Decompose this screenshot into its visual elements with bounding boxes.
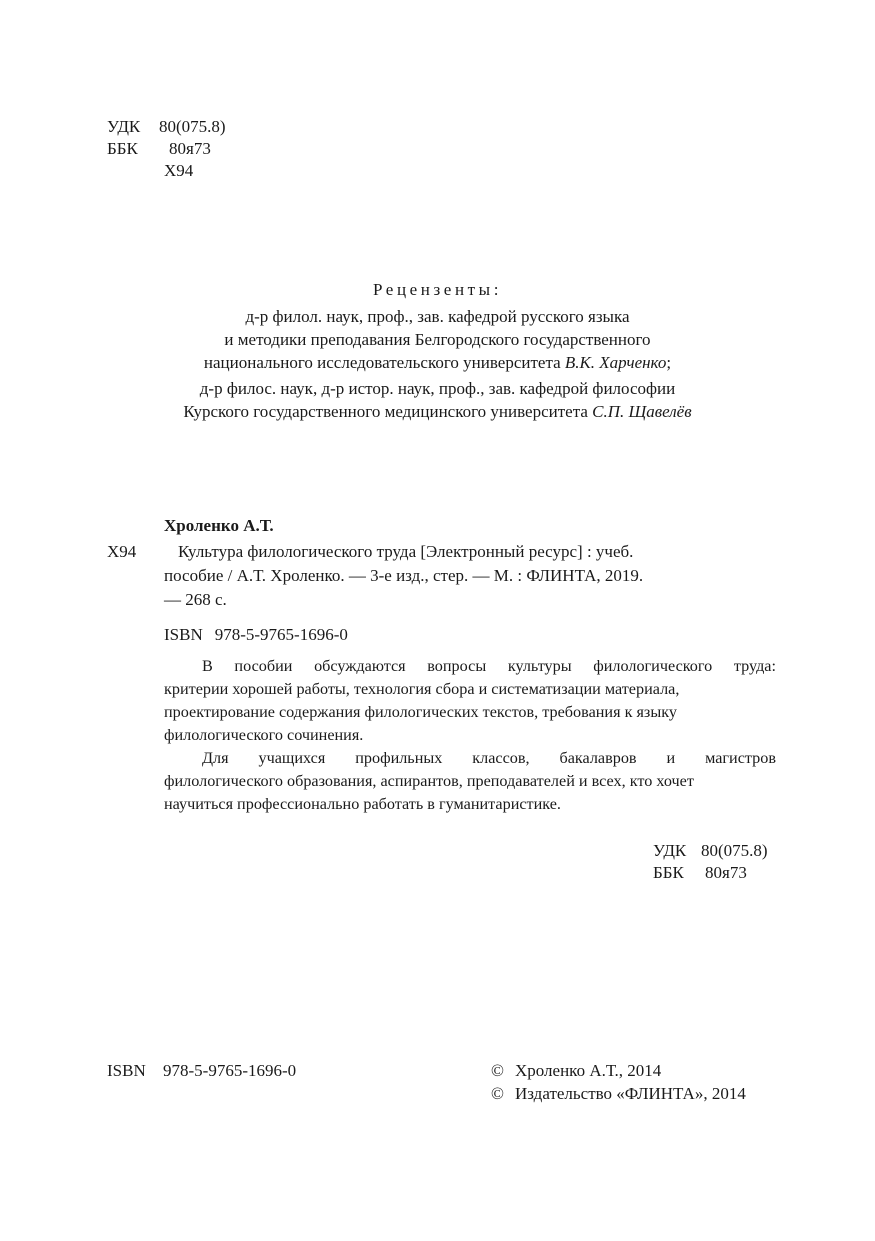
bbk-bottom-label: ББК	[653, 863, 684, 882]
reviewer-1-line1: д-р филол. наук, проф., зав. кафедрой русского языка	[245, 307, 630, 326]
copyright-publisher-text: Издательство «ФЛИНТА», 2014	[515, 1084, 746, 1103]
footer-isbn-value: 978-5-9765-1696-0	[163, 1061, 297, 1080]
reviewer-1-name: В.К. Харченко	[564, 353, 667, 372]
annotation-p1-line3: проектирование содержания филологических текстов, требования к языку	[164, 703, 677, 721]
record-isbn-label: ISBN	[164, 625, 203, 644]
annotation-p2-line3: научиться профессионально работать в гуманитаристике.	[164, 795, 561, 813]
udk-bottom-value: 80(075.8)	[701, 841, 768, 860]
copyright-icon: ©	[491, 1084, 504, 1103]
annotation-p1-line2: критерии хорошей работы, технология сбора и систематизации материала,	[164, 680, 680, 698]
reviewer-1-affiliation: национального исследовательского университета	[203, 353, 565, 372]
bbk-label: ББК	[107, 139, 138, 158]
annotation-p1-line4: филологического сочинения.	[164, 726, 364, 744]
reviewer-1	[0, 305, 875, 374]
reviewer-1-sep: ;	[666, 353, 672, 372]
record-line-3: — 268 с.	[164, 590, 227, 609]
record-description	[164, 540, 776, 612]
copyright-author	[491, 1059, 661, 1082]
record-line-2: пособие / А.Т. Хроленко. — 3-е изд., стер. — М. : ФЛИНТА, 2019.	[164, 566, 644, 585]
reviewer-2-name: С.П. Щавелёв	[592, 402, 692, 421]
copyright-publisher	[491, 1082, 746, 1105]
copyright-icon: ©	[491, 1061, 504, 1080]
bbk-value: 80я73	[169, 139, 211, 158]
annotation-p2-line2: филологического образования, аспирантов, преподавателей и всех, кто хочет	[164, 772, 694, 790]
annotation-p1-line1: В пособии обсуждаются вопросы культуры филологического труда:	[202, 657, 776, 675]
bbk-bottom	[653, 861, 747, 884]
bbk-bottom-value: 80я73	[705, 863, 747, 882]
reviewers-title: Рецензенты:	[372, 280, 503, 299]
reviewer-2-affiliation: Курского государственного медицинского университета	[183, 402, 593, 421]
annotation	[164, 655, 776, 816]
record-isbn-value: 978-5-9765-1696-0	[214, 625, 348, 644]
record-line-1: Культура филологического труда [Электронный ресурс] : учеб.	[178, 542, 634, 561]
record-cutter: Х94	[107, 542, 137, 561]
footer-isbn	[107, 1059, 296, 1082]
record-isbn	[164, 623, 348, 646]
reviewer-2-line1: д-р филос. наук, д-р истор. наук, проф., зав. кафедрой философии	[199, 379, 676, 398]
reviewer-2	[0, 377, 875, 423]
udk-top	[107, 115, 226, 138]
annotation-p2-line1: Для учащихся профильных классов, бакалавров и магистров	[202, 749, 776, 767]
footer-isbn-label: ISBN	[107, 1061, 146, 1080]
reviewer-1-line3	[0, 351, 875, 374]
copyright-author-text: Хроленко А.Т., 2014	[515, 1061, 662, 1080]
udk-value: 80(075.8)	[159, 117, 226, 136]
reviewer-2-line2	[0, 400, 875, 423]
udk-bottom-label: УДК	[653, 841, 687, 860]
udk-bottom	[653, 839, 768, 862]
bbk-top	[107, 137, 211, 160]
reviewer-1-line2: и методики преподавания Белгородского государственного	[224, 330, 651, 349]
udk-label: УДК	[107, 117, 141, 136]
record-author: Хроленко А.Т.	[164, 516, 274, 535]
cutter-top: Х94	[164, 161, 194, 180]
